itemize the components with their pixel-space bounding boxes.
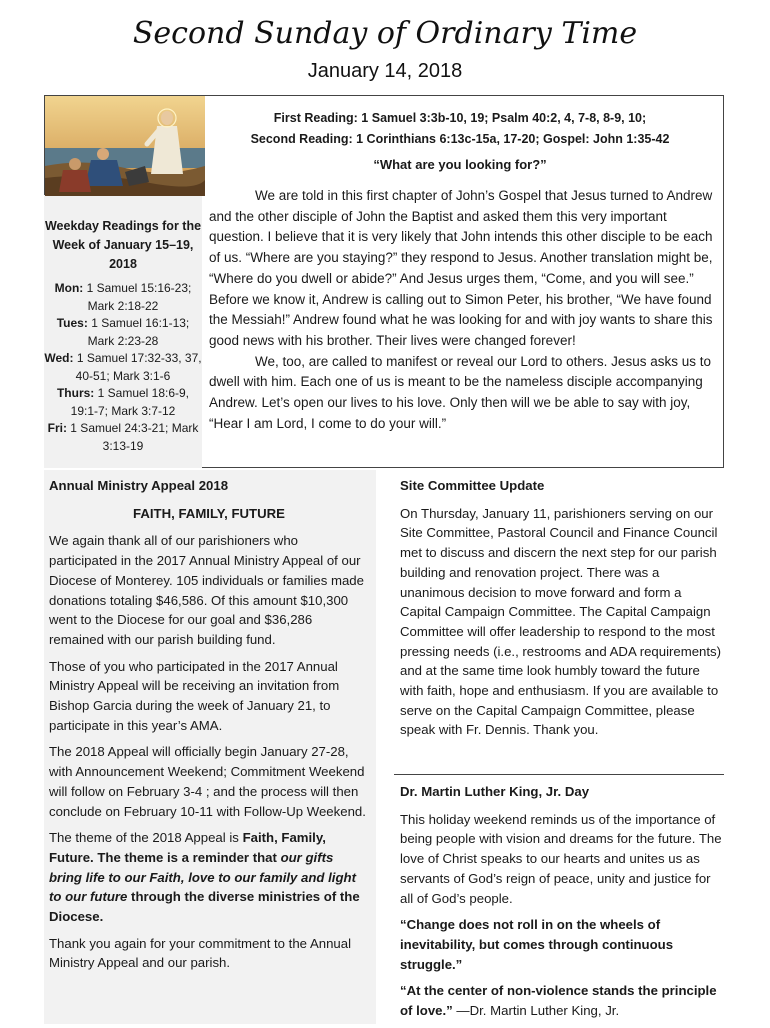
appeal-theme-end: through the diverse ministries of the Diocese. — [49, 889, 360, 925]
mlk-quote-2 — [400, 981, 722, 1020]
weekday-text: 1 Samuel 16:1-13; Mark 2:23-28 — [87, 316, 190, 348]
appeal-theme-bold: Faith, Family, Future. The theme is a reminder that — [49, 830, 326, 865]
reflection-paragraph-2: We, too, are called to manifest or reveal our Lord to others. Jesus asks us to dwell with him. Each one of us is meant to be the nameless disciple accompanying Andrew. Let’s open our lives to his love. Only then will we be able to say with joy, “Hear I am Lord, I come to do your will.” — [209, 353, 711, 431]
appeal-paragraph-2: Those of you who participated in the 2017 Annual Ministry Appeal will be receiving an invitation from Bishop Garcia during the week of January 21, to participate in this year’s AMA. — [49, 658, 340, 733]
weekday-text: 1 Samuel 17:32-33, 37, 40-51; Mark 3:1-6 — [73, 351, 202, 383]
appeal-paragraph-3: The 2018 Appeal will officially begin January 27-28, with Announcement Weekend; Commitment Weekend will follow on February 3-4 ; and the process will then conclude on February 10-11 with Follow-Up Weekend. — [49, 744, 366, 819]
weekday-day: Mon: — [54, 281, 84, 295]
weekday-text: 1 Samuel 15:16-23; Mark 2:18-22 — [83, 281, 192, 313]
weekday-text: 1 Samuel 18:6-9, 19:1-7; Mark 3:7-12 — [70, 386, 190, 418]
weekday-item-fri — [44, 420, 202, 455]
appeal-theme-intro: The theme of the 2018 Appeal is — [49, 830, 243, 846]
mlk-quote-1: “Change does not roll in on the wheels of inevitability, but comes through continuous struggle.” — [400, 917, 674, 972]
appeal-paragraph-4 — [49, 828, 369, 927]
site-committee-section — [400, 476, 722, 747]
weekday-column — [44, 95, 202, 468]
weekday-item-tues — [44, 315, 202, 350]
mlk-quote-2-attrib: —Dr. Martin Luther King, Jr. — [452, 1003, 620, 1019]
weekday-day: Tues: — [56, 316, 88, 330]
site-heading: Site Committee Update — [400, 478, 545, 493]
appeal-paragraph-5: Thank you again for your commitment to the Annual Ministry Appeal and our parish. — [49, 935, 352, 971]
mlk-paragraph-1: This holiday weekend reminds us of the importance of being people with vision and dreams for the future. The love of Christ speaks to our hearts and unites us as servants of God’s reign of peace, unity and justice for all of God’s people. — [400, 811, 722, 906]
page-title: Second Sunday of Ordinary Time — [132, 16, 638, 51]
jesus-disciples-painting — [45, 96, 205, 196]
reflection-paragraph-1: We are told in this first chapter of John’s Gospel that Jesus turned to Andrew and the other disciple of John the Baptist and asked them this very important question. I believe that it is very likely that John intends this other disciple to be each of us. “Where are you staying?” they respond to Jesus. Another translation might be, “Where do you dwell or abide?” And Jesus urges them, “Come, and you will see.” Before we know it, Andrew is calling out to Simon Peter, his brother, “We have found the Messiah!” Andrew found what he was looking for and with joy wants to share this good news with his brother. Their lives were changed forever! — [209, 188, 713, 348]
painting-illustration — [45, 96, 205, 196]
appeal-subheading: FAITH, FAMILY, FUTURE — [133, 505, 285, 521]
appeal-paragraph-1: We again thank all of our parishioners who participated in the 2017 Annual Ministry Appeal of our Diocese of Monterey. 105 individuals or families made donations totaling $46,586. Of this amount $10,300 went to the Diocese for our goal and $36,286 remained with our parish building fund. — [49, 533, 364, 647]
weekday-item-wed — [44, 350, 202, 385]
weekday-text: 1 Samuel 24:3-21; Mark 3:13-19 — [66, 421, 199, 453]
appeal-heading: Annual Ministry Appeal 2018 — [49, 478, 229, 493]
appeal-theme-italic: our gifts bring life to our Faith, love to our family and light to our future — [49, 849, 356, 905]
reflection-title: “What are you looking for?” — [373, 157, 547, 172]
readings-line-2: Second Reading: 1 Corinthians 6:13c-15a, 17-20; Gospel: John 1:35-42 — [250, 132, 670, 146]
readings-line-1: First Reading: 1 Samuel 3:3b-10, 19; Psalm 40:2, 4, 7-8, 8-9, 10; — [273, 111, 647, 125]
reflection-body — [209, 186, 714, 434]
weekday-day: Fri: — [47, 421, 67, 435]
weekday-title: Weekday Readings for the Week of January 15–19, 2018 — [44, 219, 202, 271]
mlk-heading: Dr. Martin Luther King, Jr. Day — [400, 784, 590, 799]
weekday-item-mon — [44, 280, 202, 315]
section-divider — [394, 774, 724, 775]
weekday-day: Thurs: — [56, 386, 95, 400]
scripture-readings — [210, 108, 710, 150]
page-date: January 14, 2018 — [307, 60, 463, 82]
mlk-section — [400, 782, 722, 1028]
weekday-day: Wed: — [44, 351, 74, 365]
weekday-readings — [44, 217, 202, 455]
appeal-section — [49, 476, 369, 980]
mlk-quote-2-text: “At the center of non-violence stands the principle of love.” — [400, 983, 717, 1019]
site-paragraph-1: On Thursday, January 11, parishioners serving on our Site Committee, Pastoral Council and Finance Council met to discuss and discern the next step for our parish building and renovation project. There was a unanimous decision to move forward and form a Capital Campaign Committee. The Capital Campaign Committee will offer leadership to respond to the most pressing needs (i.e., restrooms and ADA requirements) and at the same time look humbly toward the future with faith, hope and enthusiasm. If you are available to serve on the Capital Campaign Committee, please speak with Fr. Dennis. Thank you. — [400, 505, 722, 738]
weekday-item-thurs — [44, 385, 202, 420]
